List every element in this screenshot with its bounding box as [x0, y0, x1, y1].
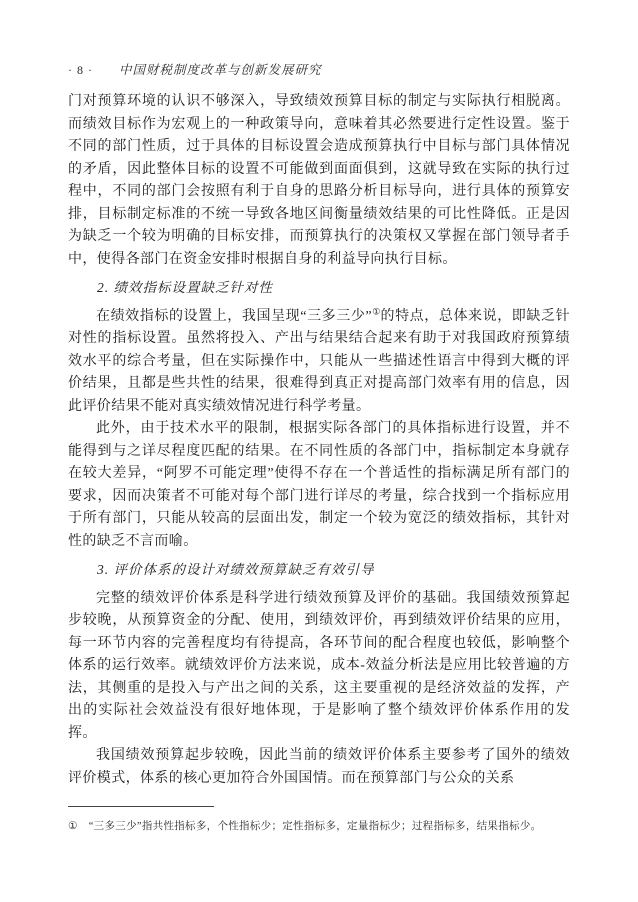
- footnote-separator-rule: [68, 806, 214, 807]
- paragraph-2-after-ref: 的特点，总体来说，即缺乏针对性的指标设置。虽然将投入、产出与结果结合起来有助于对我国政府预算绩效水平的综合考量，但在实际操作中，只能从一些描述性语言中得到大概的评价结果，且都是些共性的结果，很难得到真正对提高部门效率有用的信息，因此评价结果不能对真实绩效情况进行科学考量。: [68, 308, 570, 414]
- section-heading-2: 2. 绩效指标设置缺乏针对性: [97, 280, 274, 295]
- paragraph-2-before-ref: 在绩效指标的设置上，我国呈现“三多三少”: [96, 308, 373, 324]
- book-title: 中国财税制度改革与创新发展研究: [119, 63, 322, 77]
- footnote-text: “三多三少”指共性指标多，个性指标少；定性指标多，定量指标少；过程指标多，结果指标少。: [88, 821, 542, 832]
- footnote: [68, 820, 578, 834]
- footnote-reference-mark: ①: [372, 305, 381, 316]
- paragraph-foreign-model: 我国绩效预算起步较晚，因此当前的绩效评价体系主要参考了国外的绩效评价模式，体系的核心更加符合外国国情。而在预算部门与公众的关系: [68, 748, 570, 786]
- page-body: [68, 91, 570, 790]
- page-number: · 8 ·: [68, 63, 93, 77]
- paragraph-technical-limits: 此外，由于技术水平的限制，根据实际各部门的具体指标进行设置，并不能得到与之详尽程度匹配的结果。在不同性质的各部门中，指标制定本身就存在较大差异，“阿罗不可能定理”使得不存在一个普适性的指标满足所有部门的要求，因而决策者不可能对每个部门进行详尽的考量，综合找到一个指标应用于所有部门，只能从较高的层面出发，制定一个较为宽泛的绩效指标，其针对性的缺乏不言而喻。: [68, 421, 570, 549]
- section-heading-3: 3. 评价体系的设计对绩效预算缺乏有效引导: [97, 562, 375, 577]
- paragraph-evaluation-system: 完整的绩效评价体系是科学进行绩效预算及评价的基础。我国绩效预算起步较晚，从预算资金的分配、使用，到绩效评价，再到绩效评价结果的应用，每一环节内容的完善程度均有待提高，各环节间的配合程度也较低，影响整个体系的运行效率。就绩效评价方法来说，成本-效益分析法是应用比较普遍的方法，其侧重的是投入与产出之间的关系，这主要重视的是经济效益的发挥，产出的实际社会效益没有很好地体现，于是影响了整个绩效评价体系作用的发挥。: [68, 590, 570, 741]
- paragraph-indicators: [68, 306, 570, 419]
- paragraph-continuation: 门对预算环境的认识不够深入，导致绩效预算目标的制定与实际执行相脱离。而绩效目标作为宏观上的一种政策导向，意味着其必然要进行定性设置。鉴于不同的部门性质，过于具体的目标设置会造成预算执行中目标与部门具体情况的矛盾，因此整体目标的设置不可能做到面面俱到，这就导致在实际的执行过程中，不同的部门会按照有利于自身的思路分析目标导向，进行具体的预算安排，目标制定标准的不统一导致各地区间衡量绩效结果的可比性降低。正是因为缺乏一个较为明确的目标安排，而预算执行的决策权又掌握在部门领导者手中，使得各部门在资金安排时根据自身的利益导向执行目标。: [68, 94, 570, 267]
- footnote-area: [68, 806, 578, 834]
- page-header: [68, 60, 570, 78]
- footnote-marker: ①: [68, 821, 78, 832]
